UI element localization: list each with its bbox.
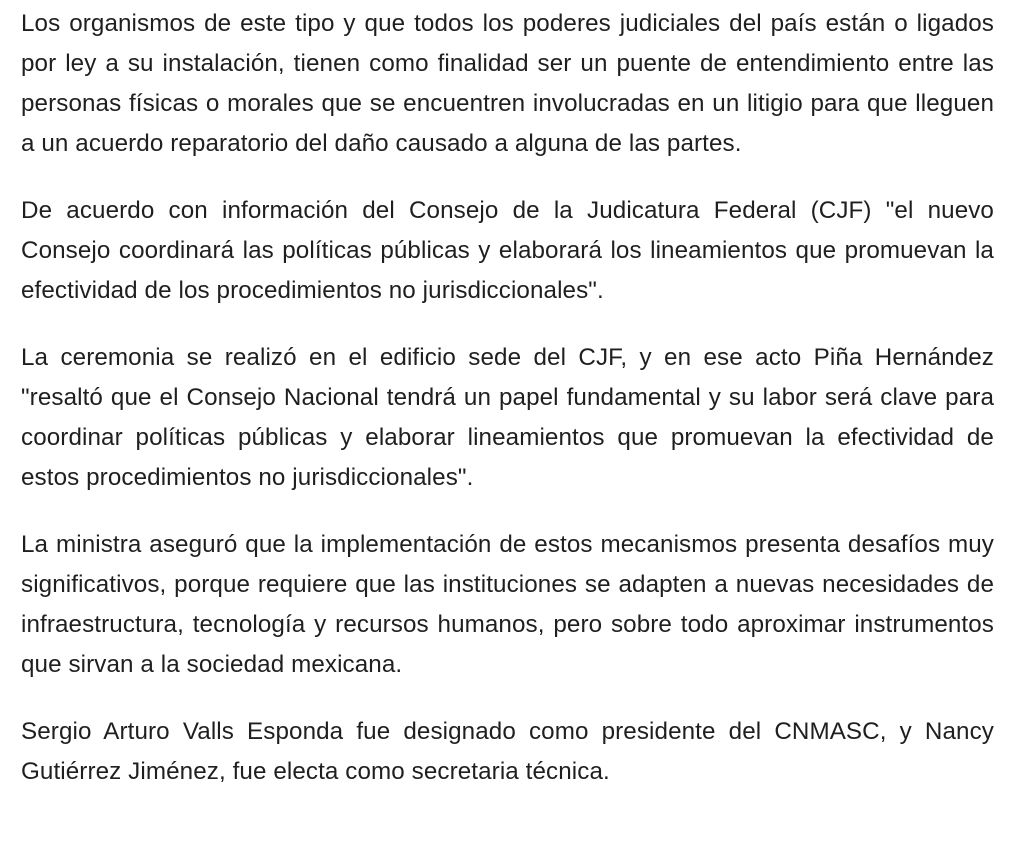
article-paragraph: La ministra aseguró que la implementación de estos mecanismos presenta desafíos muy significativos, porque requiere que las instituciones se adapten a nuevas necesidades de infraestructura, tecnología y recursos humanos, pero sobre todo aproximar instrumentos que sirvan a la sociedad mexicana. (21, 531, 994, 678)
article-paragraph: De acuerdo con información del Consejo de la Judicatura Federal (CJF) "el nuevo Consejo coordinará las políticas públicas y elaborará los lineamientos que promuevan la efectividad de los procedimientos no jurisdiccionales". (21, 197, 994, 304)
article-paragraph: La ceremonia se realizó en el edificio sede del CJF, y en ese acto Piña Hernández "resaltó que el Consejo Nacional tendrá un papel fundamental y su labor será clave para coordinar políticas públicas y elaborar lineamientos que promuevan la efectividad de estos procedimientos no jurisdiccionales". (21, 344, 994, 491)
article-body (21, 4, 994, 792)
article-paragraph: Sergio Arturo Valls Esponda fue designado como presidente del CNMASC, y Nancy Gutiérrez Jiménez, fue electa como secretaria técnica. (21, 718, 994, 785)
article-paragraph: Los organismos de este tipo y que todos los poderes judiciales del país están o ligados por ley a su instalación, tienen como finalidad ser un puente de entendimiento entre las personas físicas o morales que se encuentren involucradas en un litigio para que lleguen a un acuerdo reparatorio del daño causado a alguna de las partes. (21, 10, 994, 157)
